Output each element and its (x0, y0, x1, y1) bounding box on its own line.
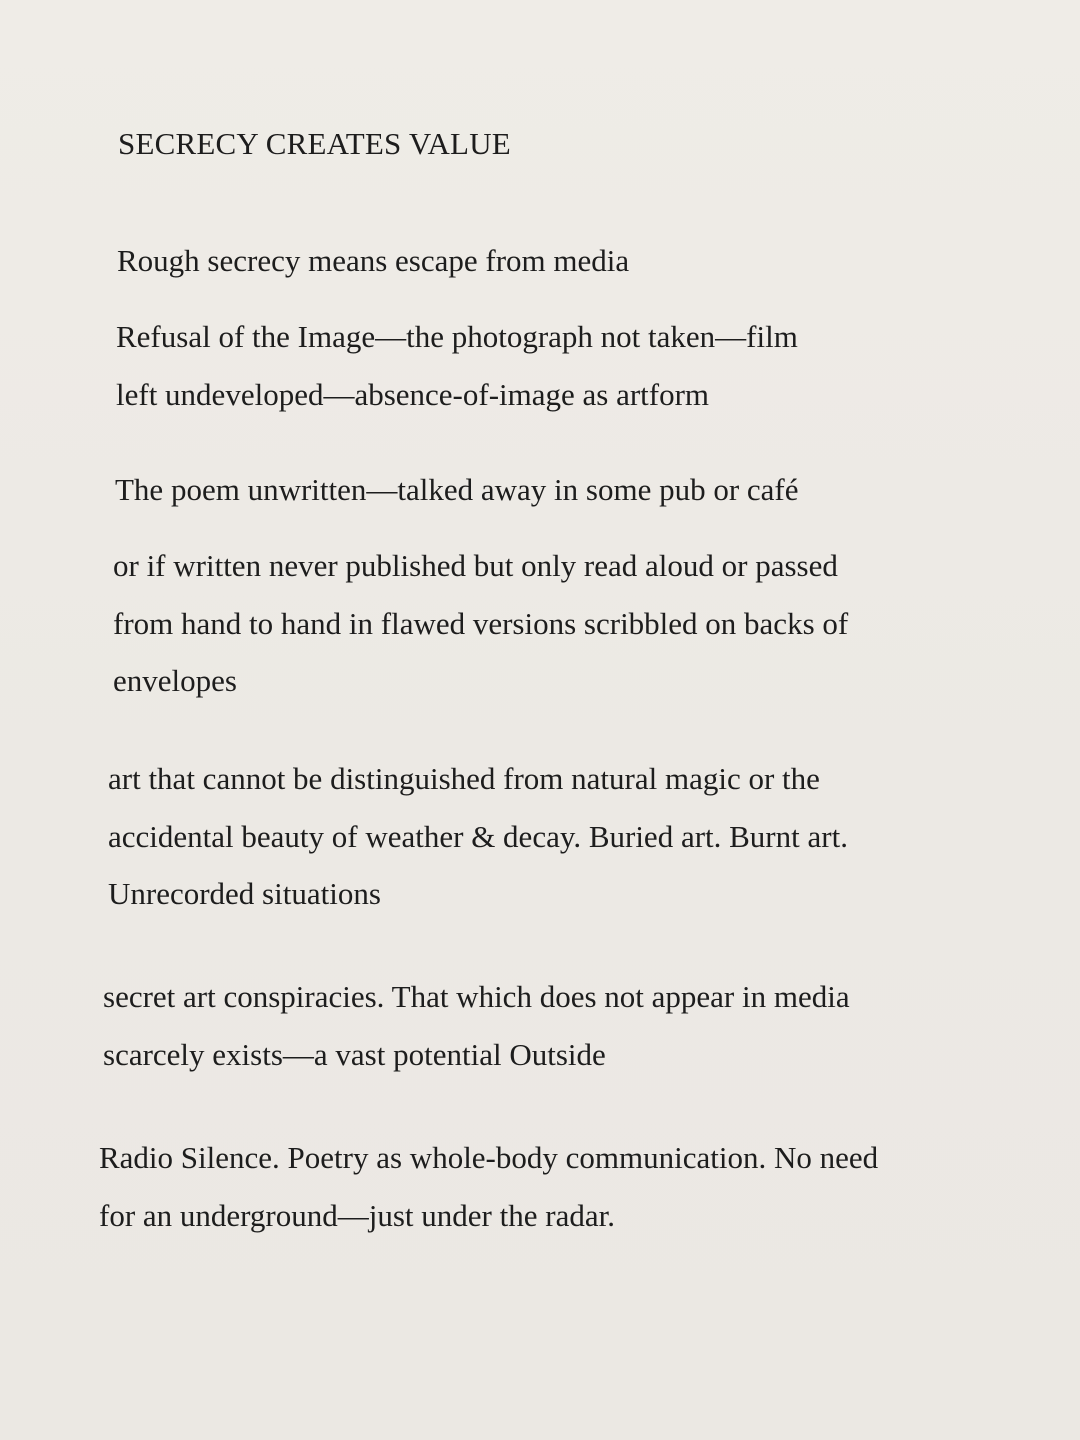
text-line: Refusal of the Image—the photograph not taken—film (116, 319, 798, 354)
text-line: accidental beauty of weather & decay. Buried art. Burnt art. (108, 818, 848, 854)
text-line: art that cannot be distinguished from natural magic or the (108, 761, 820, 796)
paragraph-4 (113, 537, 848, 710)
paragraph-2 (116, 308, 798, 423)
text-line: secret art conspiracies. That which does not appear in media (103, 979, 850, 1014)
text-line: scarcely exists—a vast potential Outside (103, 1036, 606, 1072)
paragraph-6 (103, 968, 850, 1083)
text-line: Radio Silence. Poetry as whole-body communication. No need (99, 1140, 879, 1175)
text-line: Unrecorded situations (108, 876, 381, 911)
text-line: The poem unwritten—talked away in some pub or café (115, 472, 799, 507)
text-line: for an underground—just under the radar. (99, 1197, 615, 1233)
text-line: or if written never published but only read aloud or passed (113, 548, 838, 583)
text-line: left undeveloped—absence-of-image as artform (116, 376, 710, 412)
page-title: SECRECY CREATES VALUE (118, 126, 511, 161)
paragraph-5 (108, 750, 848, 923)
text-line: envelopes (113, 663, 237, 698)
text-line: from hand to hand in flawed versions scribbled on backs of (113, 605, 849, 641)
paragraph-7 (99, 1129, 878, 1244)
paragraph-3 (115, 461, 799, 519)
paragraph-1 (117, 232, 629, 290)
text-line: Rough secrecy means escape from media (117, 243, 630, 278)
